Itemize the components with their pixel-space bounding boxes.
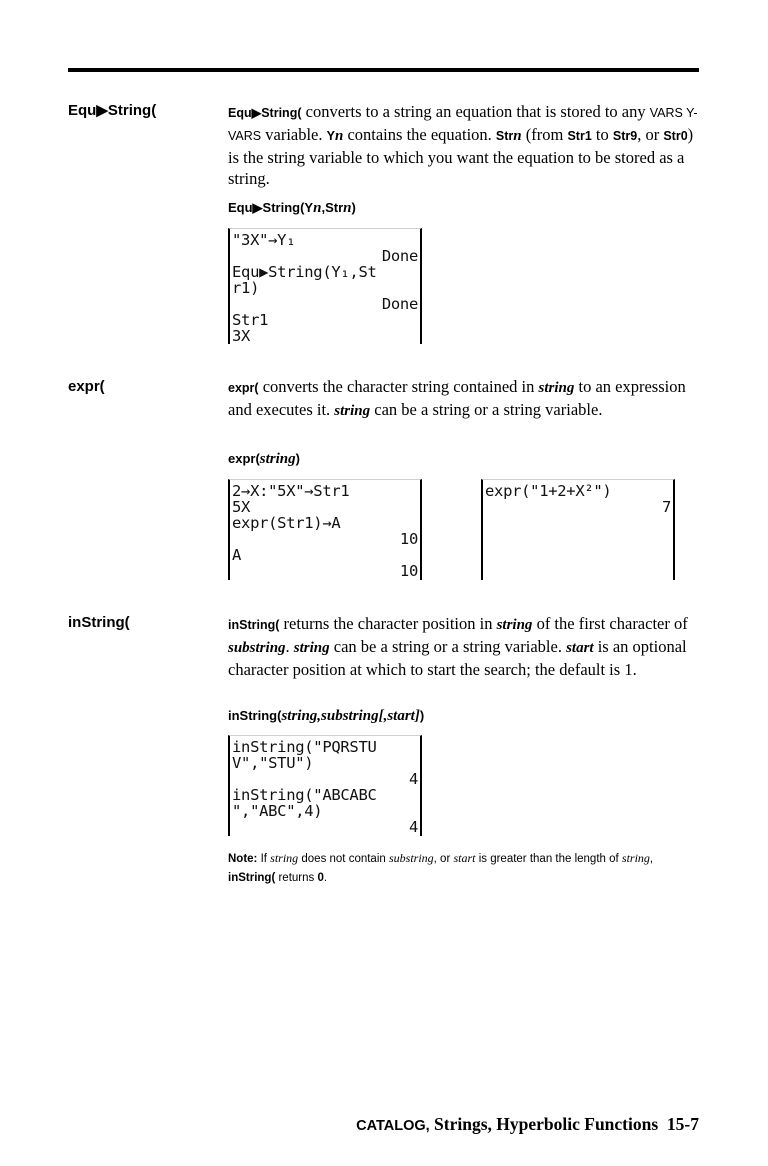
screen-line: Done xyxy=(381,247,418,265)
screen-line: Equ▶String(Y₁,St xyxy=(232,263,377,281)
screen-line: 10 xyxy=(399,562,418,580)
calculator-screen-instring xyxy=(228,735,422,836)
term-expr: expr( xyxy=(68,378,105,395)
top-rule xyxy=(68,68,699,72)
screen-line: 4 xyxy=(408,770,418,788)
screen-line: 4 xyxy=(408,818,418,836)
calculator-screen-expr-2 xyxy=(481,479,675,580)
instring-note: Note: If string does not contain substring, or start is greater than the length of string, inString( returns 0. xyxy=(228,851,654,884)
screen-line: "3X"→Y₁ xyxy=(232,231,296,249)
screen-line: 2→X:"5X"→Str1 xyxy=(232,482,350,500)
calculator-screen-equ-string xyxy=(228,228,422,344)
expr-description: expr( converts the character string contained in string to an expression and executes it. string can be a string or a string variable. xyxy=(228,377,686,419)
equ-string-syntax: Equ▶String(Yn,Strn) xyxy=(228,200,356,216)
screen-line: Str1 xyxy=(232,311,269,329)
screen-line: expr(Str1)→A xyxy=(232,514,341,532)
screen-line: 3X xyxy=(232,327,251,345)
page-number: 15-7 xyxy=(666,1114,699,1134)
screen-line: Done xyxy=(381,295,418,313)
screen-line: 10 xyxy=(399,530,418,548)
calculator-screen-expr-1 xyxy=(228,479,422,580)
instring-syntax: inString(string,substring[,start]) xyxy=(228,708,425,724)
screen-line: 7 xyxy=(661,498,671,516)
equ-string-description: Equ▶String( converts to a string an equation that is stored to any VARS Y-VARS variable. Yn contains the equation. Strn (from Str1 to Str9, or Str0) is the string variable to which you want the equation to be stored as a string. xyxy=(228,102,698,188)
term-equ-string: Equ▶String( xyxy=(68,102,157,119)
instring-description: inString( returns the character position in string of the first character of substring. string can be a string or a string variable. start is an optional character position at which to start the search; the default is 1. xyxy=(228,614,688,679)
screen-line: inString("PQRSTU xyxy=(232,738,377,756)
screen-line: A xyxy=(232,546,242,564)
screen-line: expr("1+2+X²") xyxy=(485,482,612,500)
screen-line: ","ABC",4) xyxy=(232,802,323,820)
screen-line: inString("ABCABC xyxy=(232,786,377,804)
screen-line: 5X xyxy=(232,498,251,516)
screen-line: r1) xyxy=(232,279,260,297)
expr-syntax: expr(string) xyxy=(228,451,300,467)
term-instring: inString( xyxy=(68,614,130,631)
page-footer: CATALOG, Strings, Hyperbolic Functions 15-7 xyxy=(356,1114,699,1134)
screen-line: V","STU") xyxy=(232,754,314,772)
